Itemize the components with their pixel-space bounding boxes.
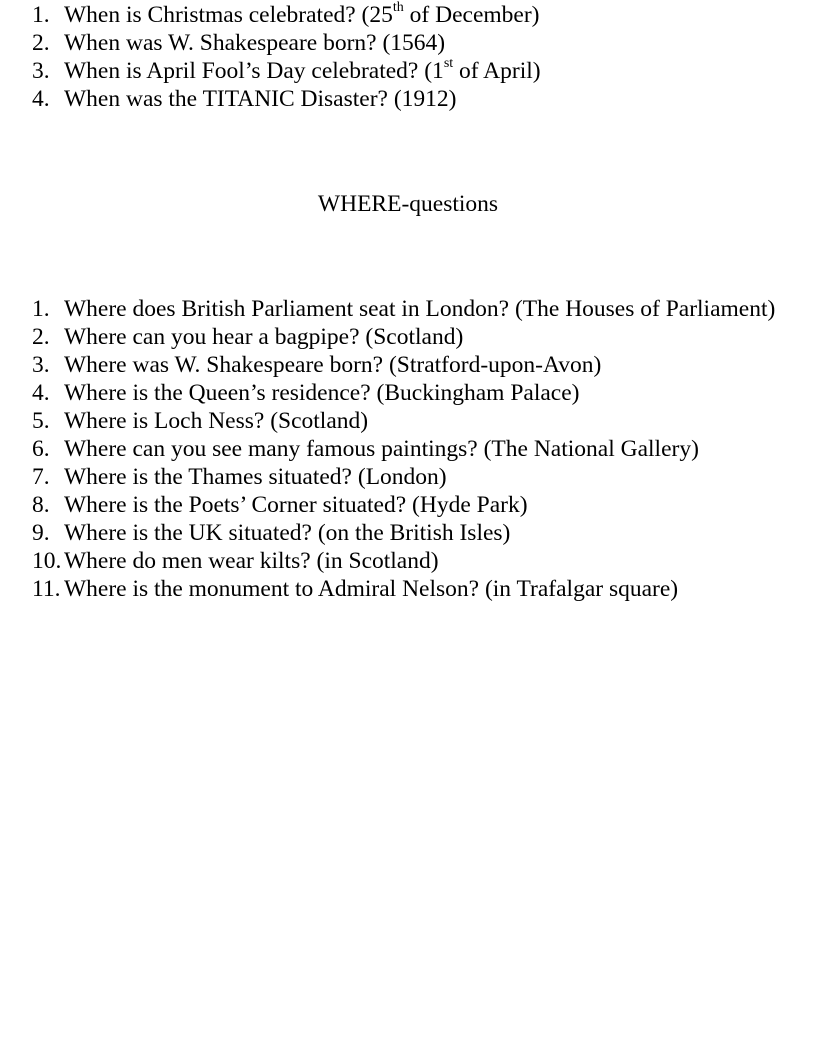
item-text: Where is Loch Ness? (Scotland) — [64, 408, 369, 434]
list-item — [32, 323, 775, 351]
item-number: 1. — [32, 2, 50, 28]
list-item — [32, 295, 775, 323]
item-number: 4. — [32, 380, 50, 406]
list-item — [32, 407, 775, 435]
item-text: When was the TITANIC Disaster? (1912) — [64, 86, 457, 112]
item-text: Where do men wear kilts? (in Scotland) — [64, 548, 439, 574]
list-item — [32, 575, 775, 603]
item-number: 3. — [32, 58, 50, 84]
item-text: Where was W. Shakespeare born? (Stratford-upon-Avon) — [64, 352, 602, 378]
item-number: 6. — [32, 436, 50, 462]
list-item — [32, 435, 775, 463]
item-text: Where does British Parliament seat in London? (The Houses of Parliament) — [64, 296, 776, 322]
list-item — [32, 547, 775, 575]
list-item — [32, 351, 775, 379]
item-text: Where is the UK situated? (on the British Isles) — [64, 520, 511, 546]
list-item — [32, 491, 775, 519]
item-number: 10. — [32, 548, 62, 574]
list-item — [32, 379, 775, 407]
item-text: When is April Fool’s Day celebrated? (1st of April) — [64, 56, 541, 84]
list-item — [32, 57, 541, 85]
list-item — [32, 85, 541, 113]
item-number: 2. — [32, 324, 50, 350]
item-text: When is Christmas celebrated? (25th of December) — [64, 0, 540, 28]
list-item — [32, 29, 541, 57]
section-heading: WHERE-questions — [317, 191, 499, 217]
item-number: 11. — [32, 576, 61, 602]
list-item — [32, 519, 775, 547]
item-text: Where is the Poets’ Corner situated? (Hyde Park) — [64, 492, 528, 518]
where-questions-list — [32, 295, 775, 603]
item-text: Where is the monument to Admiral Nelson? (in Trafalgar square) — [64, 576, 679, 602]
item-text: Where can you see many famous paintings? (The National Gallery) — [64, 436, 699, 462]
item-text: Where is the Queen’s residence? (Buckingham Palace) — [64, 380, 580, 406]
item-text: Where can you hear a bagpipe? (Scotland) — [64, 324, 464, 350]
item-text: Where is the Thames situated? (London) — [64, 464, 447, 490]
item-number: 8. — [32, 492, 50, 518]
list-item — [32, 463, 775, 491]
item-number: 9. — [32, 520, 50, 546]
item-number: 5. — [32, 408, 50, 434]
item-text: When was W. Shakespeare born? (1564) — [64, 30, 446, 56]
item-number: 3. — [32, 352, 50, 378]
item-number: 1. — [32, 296, 50, 322]
item-number: 2. — [32, 30, 50, 56]
item-number: 7. — [32, 464, 50, 490]
list-item — [32, 1, 541, 29]
when-questions-list — [32, 1, 541, 113]
item-number: 4. — [32, 86, 50, 112]
